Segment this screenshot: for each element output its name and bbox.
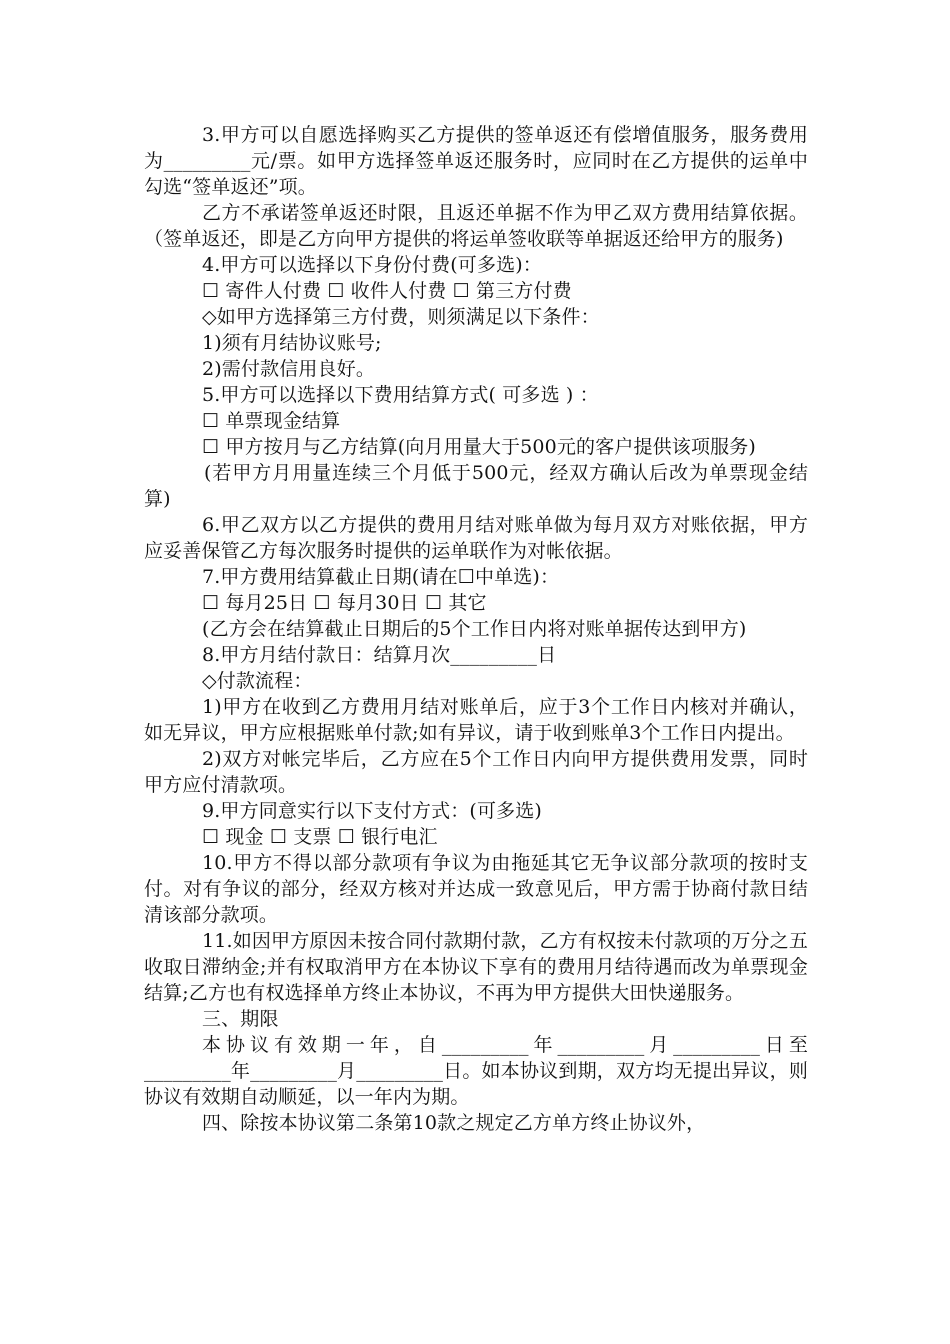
clause-9-payment-methods: 9.甲方同意实行以下支付方式：(可多选)	[202, 800, 542, 822]
clause-7-cutoff-date: 7.甲方费用结算截止日期(请在☐中单选)：	[202, 566, 560, 588]
payment-process-step-1: 1)甲方在收到乙方费用月结对账单后，应于3个工作日内核对并确认，如无异议，甲方应根据账单付款;如有异议，请于收到账单3个工作日内提出。	[144, 696, 808, 744]
monthly-settlement-note: (若甲方月用量连续三个月低于500元，经双方确认后改为单票现金结算)	[144, 462, 808, 510]
payment-process-heading: ◇付款流程：	[202, 670, 313, 692]
cutoff-date-note: (乙方会在结算截止日期后的5个工作日内将对账单据传达到甲方)	[202, 618, 747, 640]
clause-5-settlement-method: 5.甲方可以选择以下费用结算方式( 可多选 ) ：	[202, 384, 599, 406]
payer-options-checkboxes: ☐ 寄件人付费 ☐ 收件人付费 ☐ 第三方付费	[202, 280, 572, 302]
signature-return-note: 乙方不承诺签单返还时限，且返还单据不作为甲乙双方费用结算依据。（签单返还，即是乙方向甲方提供的将运单签收联等单据返还给甲方的服务)	[144, 202, 808, 250]
option-monthly-settlement: ☐ 甲方按月与乙方结算(向月用量大于500元的客户提供该项服务)	[202, 436, 756, 458]
section-4-termination: 四、除按本协议第二条第10款之规定乙方单方终止协议外，	[202, 1112, 706, 1134]
option-single-cash: ☐ 单票现金结算	[202, 410, 341, 432]
term-clause: 本协议有效期一年，自_________年_________月_________日至_________年_________月_________日。如本协议到期，双方均无提出异议，则协议有效期自动顺延，以一年内为期。	[144, 1034, 808, 1108]
condition-2: 2)需付款信用良好。	[202, 358, 376, 380]
clause-3-signature-return: 3.甲方可以自愿选择购买乙方提供的签单返还有偿增值服务，服务费用为_________元/票。如甲方选择签单返还服务时，应同时在乙方提供的运单中勾选“签单返还”项。	[144, 124, 808, 198]
clause-6-reconciliation: 6.甲乙双方以乙方提供的费用月结对账单做为每月双方对账依据，甲方应妥善保管乙方每次服务时提供的运单联作为对帐依据。	[144, 514, 808, 562]
third-party-conditions-heading: ◇如甲方选择第三方付费，则须满足以下条件：	[202, 306, 600, 328]
payment-process-step-2: 2)双方对帐完毕后，乙方应在5个工作日内向甲方提供费用发票，同时甲方应付清款项。	[144, 748, 808, 796]
payment-method-options: ☐ 现金 ☐ 支票 ☐ 银行电汇	[202, 826, 438, 848]
clause-4-payer-identity: 4.甲方可以选择以下身份付费(可多选)：	[202, 254, 542, 276]
condition-1: 1)须有月结协议账号;	[202, 332, 382, 354]
section-3-term-heading: 三、期限	[202, 1008, 279, 1030]
document-body	[144, 122, 808, 1136]
clause-11-late-payment: 11.如因甲方原因未按合同付款期付款，乙方有权按未付款项的万分之五收取日滞纳金;并有权取消甲方在本协议下享有的费用月结待遇而改为单票现金结算;乙方也有权选择单方终止本协议，不再为甲方提供大田快递服务。	[144, 930, 808, 1004]
clause-10-disputes: 10.甲方不得以部分款项有争议为由拖延其它无争议部分款项的按时支付。对有争议的部分，经双方核对并达成一致意见后，甲方需于协商付款日结清该部分款项。	[144, 852, 808, 926]
clause-8-payment-day: 8.甲方月结付款日：结算月次_________日	[202, 644, 557, 666]
cutoff-date-options: ☐ 每月25日 ☐ 每月30日 ☐ 其它	[202, 592, 487, 614]
